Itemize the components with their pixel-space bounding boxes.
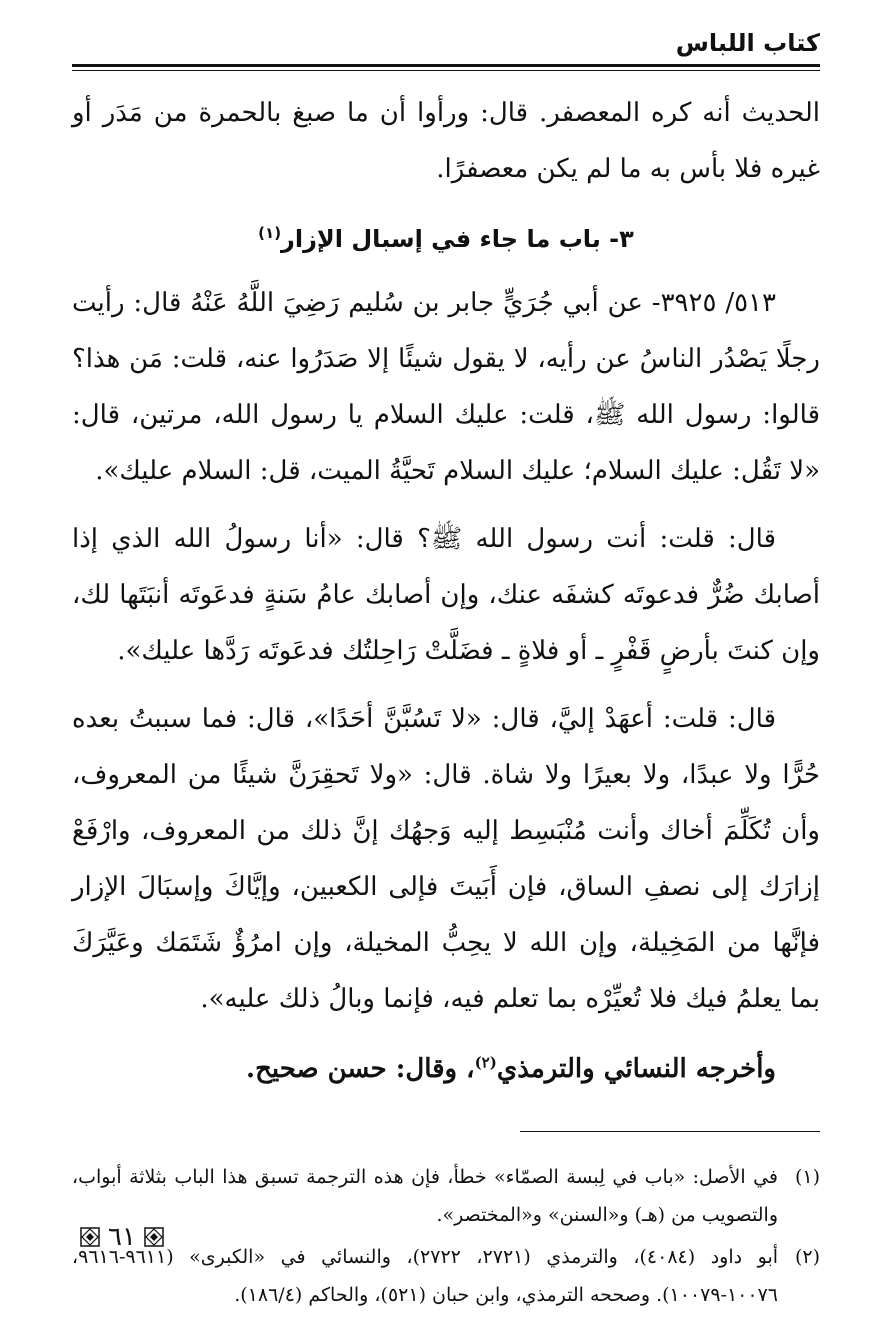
intro-paragraph: الحديث أنه كره المعصفر. قال: ورأوا أن ما صبغ بالحمرة من مَدَر أو غيره فلا بأس به ما لم يكن معصفرًا. bbox=[72, 98, 820, 184]
page-number: ٦١ bbox=[108, 1222, 136, 1252]
footnote-ref-1: (١) bbox=[258, 224, 282, 242]
footnote-number: (١) bbox=[794, 1166, 820, 1188]
hadith-paragraph-3: قال: قلت: أعهَدْ إليَّ، قال: «لا تَسُبَّنَّ أحَدًا»، قال: فما سببتُ بعده حُرًّا ولا عبدًا، ولا بعيرًا ولا شاة. قال: «ولا تَحقِرَنَّ شيئًا من المعروف، وأن تُكَلِّمَ أخاك وأنت مُنْبَسِط إليه وَجهُك إنَّ ذلك من المعروف، وارْفَعْ إزارَك إلى نصفِ الساق، فإن أَبَيتَ فإلى الكعبين، وإيَّاكَ وإسبَالَ الإزار فإنَّها من المَخِيلة، وإن الله لا يحِبُّ المخيلة، وإن امرُؤٌ شَتَمَك وعَيَّرَكَ بما يعلمُ فيك فلا تُعيِّرْه بما تعلم فيه، فإنما وبالُ ذلك عليه». bbox=[72, 704, 820, 1014]
footnotes bbox=[72, 1158, 820, 1314]
footnote-text: أبو داود (٤٠٨٤)، والترمذي (٢٧٢١، ٢٧٢٢)، والنسائي في «الكبرى» (٩٦١١-٩٦١٦، ١٠٠٧٦-١٠٠٧٩). وصححه الترمذي، وابن حبان (٥٢١)، والحاكم (١٨٦/٤). bbox=[72, 1246, 779, 1306]
footnote-1 bbox=[72, 1158, 820, 1234]
footnote-number: (٢) bbox=[794, 1246, 820, 1268]
ornament-icon bbox=[80, 1227, 100, 1247]
footnote-ref-2: (٢) bbox=[474, 1053, 497, 1072]
hadith-opening: ٥١٣/ ٣٩٢٥- عن أبي جُرَيٍّ جابر بن سُليم رَضِيَ اللَّهُ عَنْهُ قال: رأيت رجلًا يَصْدُر الناسُ عن رأيه، لا يقول شيئًا إلا صَدَرُوا عنه، قلت: مَن هذا؟ قالوا: رسول الله ﷺ، قلت: عليك السلام يا رسول الله، مرتين، قال: «لا تَقُل: عليك السلام؛ عليك السلام تَحيَّةُ الميت، قل: السلام عليك». bbox=[72, 288, 820, 486]
header-rule-thin bbox=[72, 70, 820, 71]
closing-text-before: وأخرجه النسائي والترمذي bbox=[496, 1054, 776, 1084]
ornament-icon bbox=[144, 1227, 164, 1247]
closing-line bbox=[72, 1041, 820, 1097]
hadith-paragraph-2: قال: قلت: أنت رسول الله ﷺ؟ قال: «أنا رسولُ الله الذي إذا أصابك ضُرٌّ فدعوتَه كشفَه عنك، وإن أصابك عامُ سَنةٍ فدعَوتَه أنبَتَها لك، وإن كنتَ بأرضٍ قَفْرٍ ـ أو فلاةٍ ـ فضَلَّتْ رَاحِلتُك فدعَوتَه رَدَّها عليك». bbox=[72, 524, 820, 666]
book-page bbox=[72, 28, 820, 1318]
running-head: كتاب اللباس bbox=[675, 29, 820, 57]
footnote-text: في الأصل: «باب في لِبسة الصمّاء» خطأ، فإن هذه الترجمة تسبق هذا الباب بثلاثة أبواب، والتصويب من (هـ) و«السنن» و«المختصر». bbox=[72, 1166, 778, 1226]
footnote-2 bbox=[72, 1238, 820, 1314]
footnote-separator bbox=[520, 1131, 820, 1132]
chapter-title: ٣- باب ما جاء في إسبال الإزار bbox=[281, 225, 634, 253]
folio bbox=[80, 1222, 164, 1252]
header-rule-thick bbox=[72, 64, 820, 67]
chapter-heading bbox=[72, 217, 820, 261]
closing-text-after: ، وقال: حسن صحيح. bbox=[246, 1054, 475, 1084]
